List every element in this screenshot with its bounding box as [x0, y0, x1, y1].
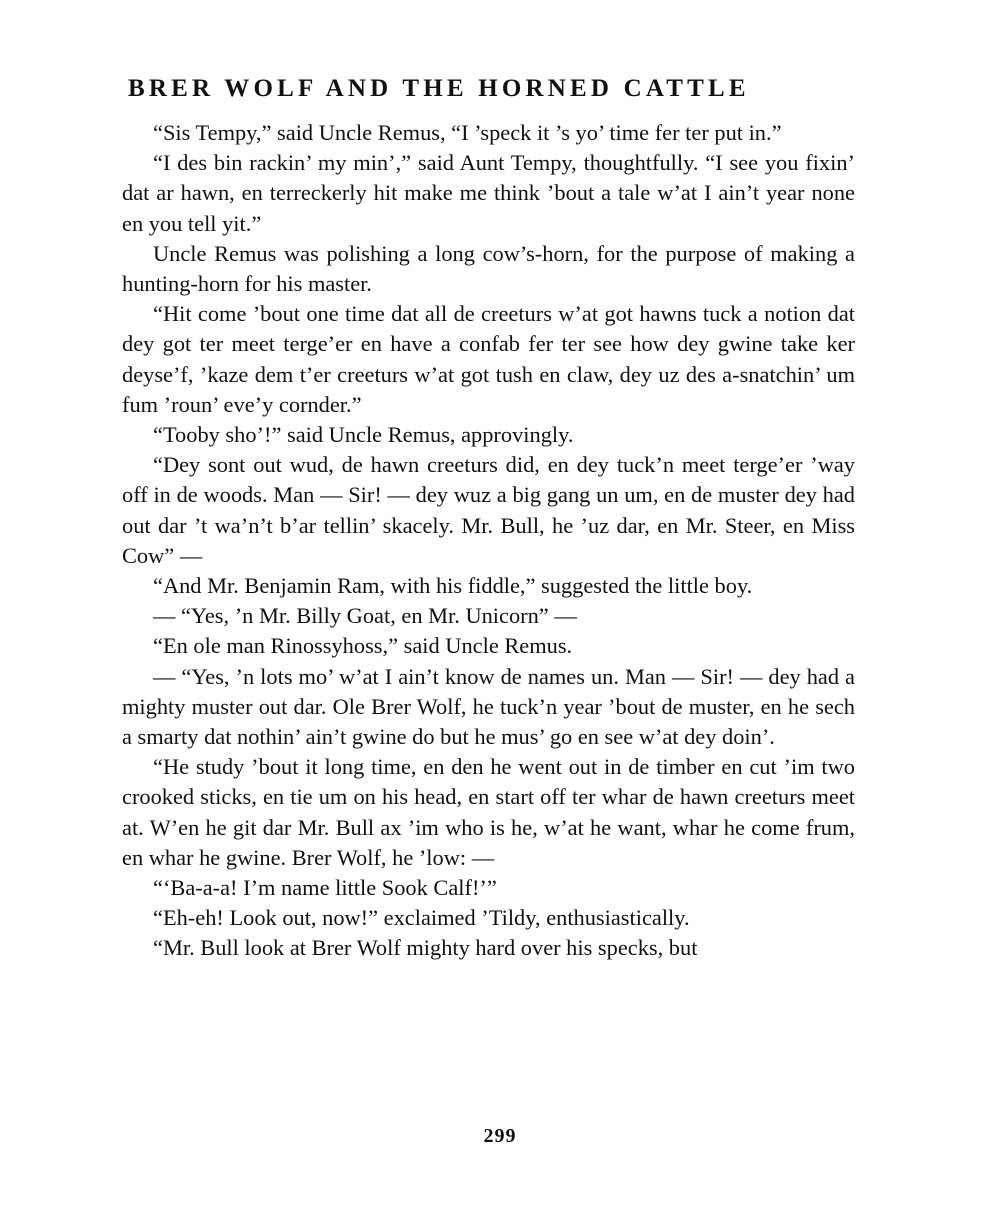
paragraph: Uncle Remus was polishing a long cow’s-horn, for the purpose of making a hunting-horn for his master. — [122, 240, 855, 297]
paragraph: “Dey sont out wud, de hawn creeturs did, en dey tuck’n meet terge’er ’way off in de woods. Man — Sir! — dey wuz a big gang un um, en de muster dey had out dar ’t wa’n’t b’ar tellin’ skacely. Mr. Bull, he ’uz dar, en Mr. Steer, en Miss Cow” — — [122, 452, 855, 568]
paragraph: “‘Ba-a-a! I’m name little Sook Calf!’” — [153, 875, 497, 901]
paragraph: — “Yes, ’n lots mo’ w’at I ain’t know de names un. Man — Sir! — dey had a mighty muster out dar. Ole Brer Wolf, he tuck’n year ’bout de muster, en he sech a smarty dat nothin’ ain’t gwine do but he mus’ go en see w’at dey doin’. — [122, 663, 855, 750]
page-number: 299 — [483, 1125, 517, 1147]
paragraph: “Sis Tempy,” said Uncle Remus, “I ’speck it ’s yo’ time fer ter put in.” — [153, 120, 782, 145]
paragraph: “I des bin rackin’ my min’,” said Aunt Tempy, thoughtfully. “I see you fixin’ dat ar hawn, en terreckerly hit make me think ’bout a tale w’at I ain’t year none en you tell yit.” — [122, 150, 855, 236]
paragraph: — “Yes, ’n Mr. Billy Goat, en Mr. Unicorn” — — [153, 603, 577, 629]
paragraph: “Mr. Bull look at Brer Wolf mighty hard over his specks, but — [153, 935, 698, 961]
paragraph: “En ole man Rinossyhoss,” said Uncle Remus. — [153, 633, 573, 659]
book-page — [122, 72, 855, 964]
paragraph: “Tooby sho’!” said Uncle Remus, approvingly. — [153, 422, 574, 448]
paragraph: “And Mr. Benjamin Ram, with his fiddle,” suggested the little boy. — [153, 573, 753, 599]
paragraph: “Eh-eh! Look out, now!” exclaimed ’Tildy, enthusiastically. — [153, 905, 690, 931]
running-head: BRER WOLF AND THE HORNED CATTLE — [128, 75, 750, 102]
paragraph: “Hit come ’bout one time dat all de creeturs w’at got hawns tuck a notion dat dey got ter meet terge’er en have a confab fer ter see how dey gwine take ker deyse’f, ’kaze dem t’er creeturs w’at got tush en claw, dey uz des a-snatchin’ um fum ’roun’ eve’y cornder.” — [122, 301, 855, 417]
paragraph: “He study ’bout it long time, en den he went out in de timber en cut ’im two crooked sticks, en tie um on his head, en start off ter whar de hawn creeturs meet at. W’en he git dar Mr. Bull ax ’im who is he, w’at he want, whar he come frum, en whar he gwine. Brer Wolf, he ’low: — — [122, 754, 855, 870]
